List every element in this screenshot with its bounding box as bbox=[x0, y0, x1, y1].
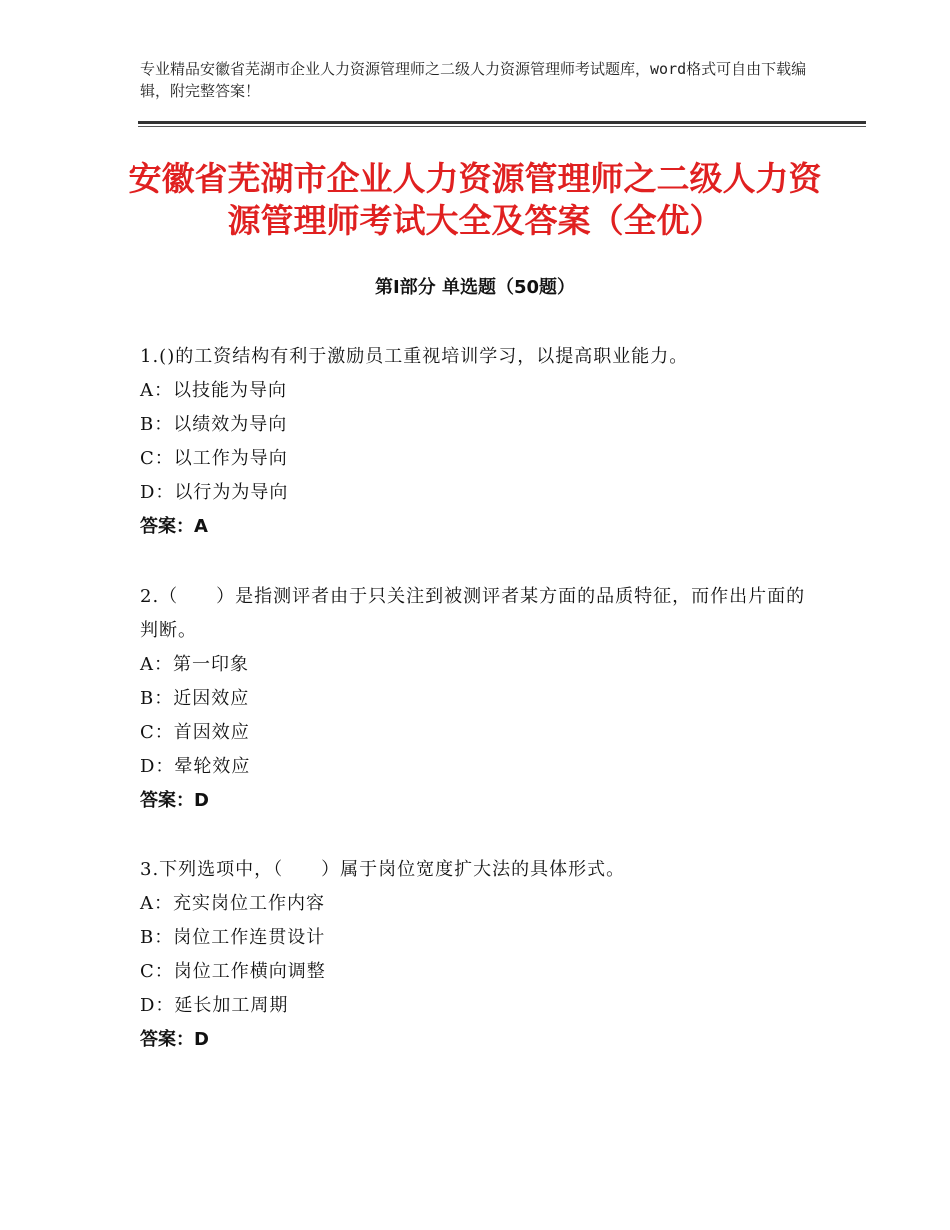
option-c: C：以工作为导向 bbox=[140, 448, 288, 469]
option-d: D：晕轮效应 bbox=[140, 756, 251, 777]
header-divider-thick bbox=[138, 121, 866, 124]
question-3 bbox=[140, 853, 820, 1057]
option-b: B：岗位工作连贯设计 bbox=[140, 927, 326, 948]
header-divider-thin bbox=[138, 126, 866, 127]
answer: 答案：A bbox=[140, 516, 208, 537]
header-note: 专业精品安徽省芜湖市企业人力资源管理师之二级人力资源管理师考试题库，word格式可自由下载编辑，附完整答案！ bbox=[140, 60, 807, 100]
option-c: C：岗位工作横向调整 bbox=[140, 961, 326, 982]
question-stem: 3.下列选项中，（ ）属于岗位宽度扩大法的具体形式。 bbox=[140, 859, 626, 880]
option-c: C：首因效应 bbox=[140, 722, 250, 743]
option-d: D：延长加工周期 bbox=[140, 995, 289, 1016]
answer: 答案：D bbox=[140, 790, 209, 811]
option-a: A：第一印象 bbox=[140, 654, 249, 675]
section-heading: 第Ⅰ部分 单选题（50题） bbox=[374, 277, 575, 298]
document-title: 安徽省芜湖市企业人力资源管理师之二级人力资源管理师考试大全及答案（全优） bbox=[128, 159, 822, 240]
option-a: A：充实岗位工作内容 bbox=[140, 893, 325, 914]
question-stem: 2.（ ）是指测评者由于只关注到被测评者某方面的品质特征，而作出片面的判断。 bbox=[140, 586, 806, 641]
answer: 答案：D bbox=[140, 1029, 209, 1050]
option-d: D：以行为为导向 bbox=[140, 482, 289, 503]
question-1 bbox=[140, 340, 820, 544]
option-b: B：以绩效为导向 bbox=[140, 414, 288, 435]
question-stem: 1.()的工资结构有利于激励员工重视培训学习，以提高职业能力。 bbox=[140, 346, 689, 367]
question-2 bbox=[140, 580, 820, 818]
option-b: B：近因效应 bbox=[140, 688, 250, 709]
option-a: A：以技能为导向 bbox=[140, 380, 287, 401]
